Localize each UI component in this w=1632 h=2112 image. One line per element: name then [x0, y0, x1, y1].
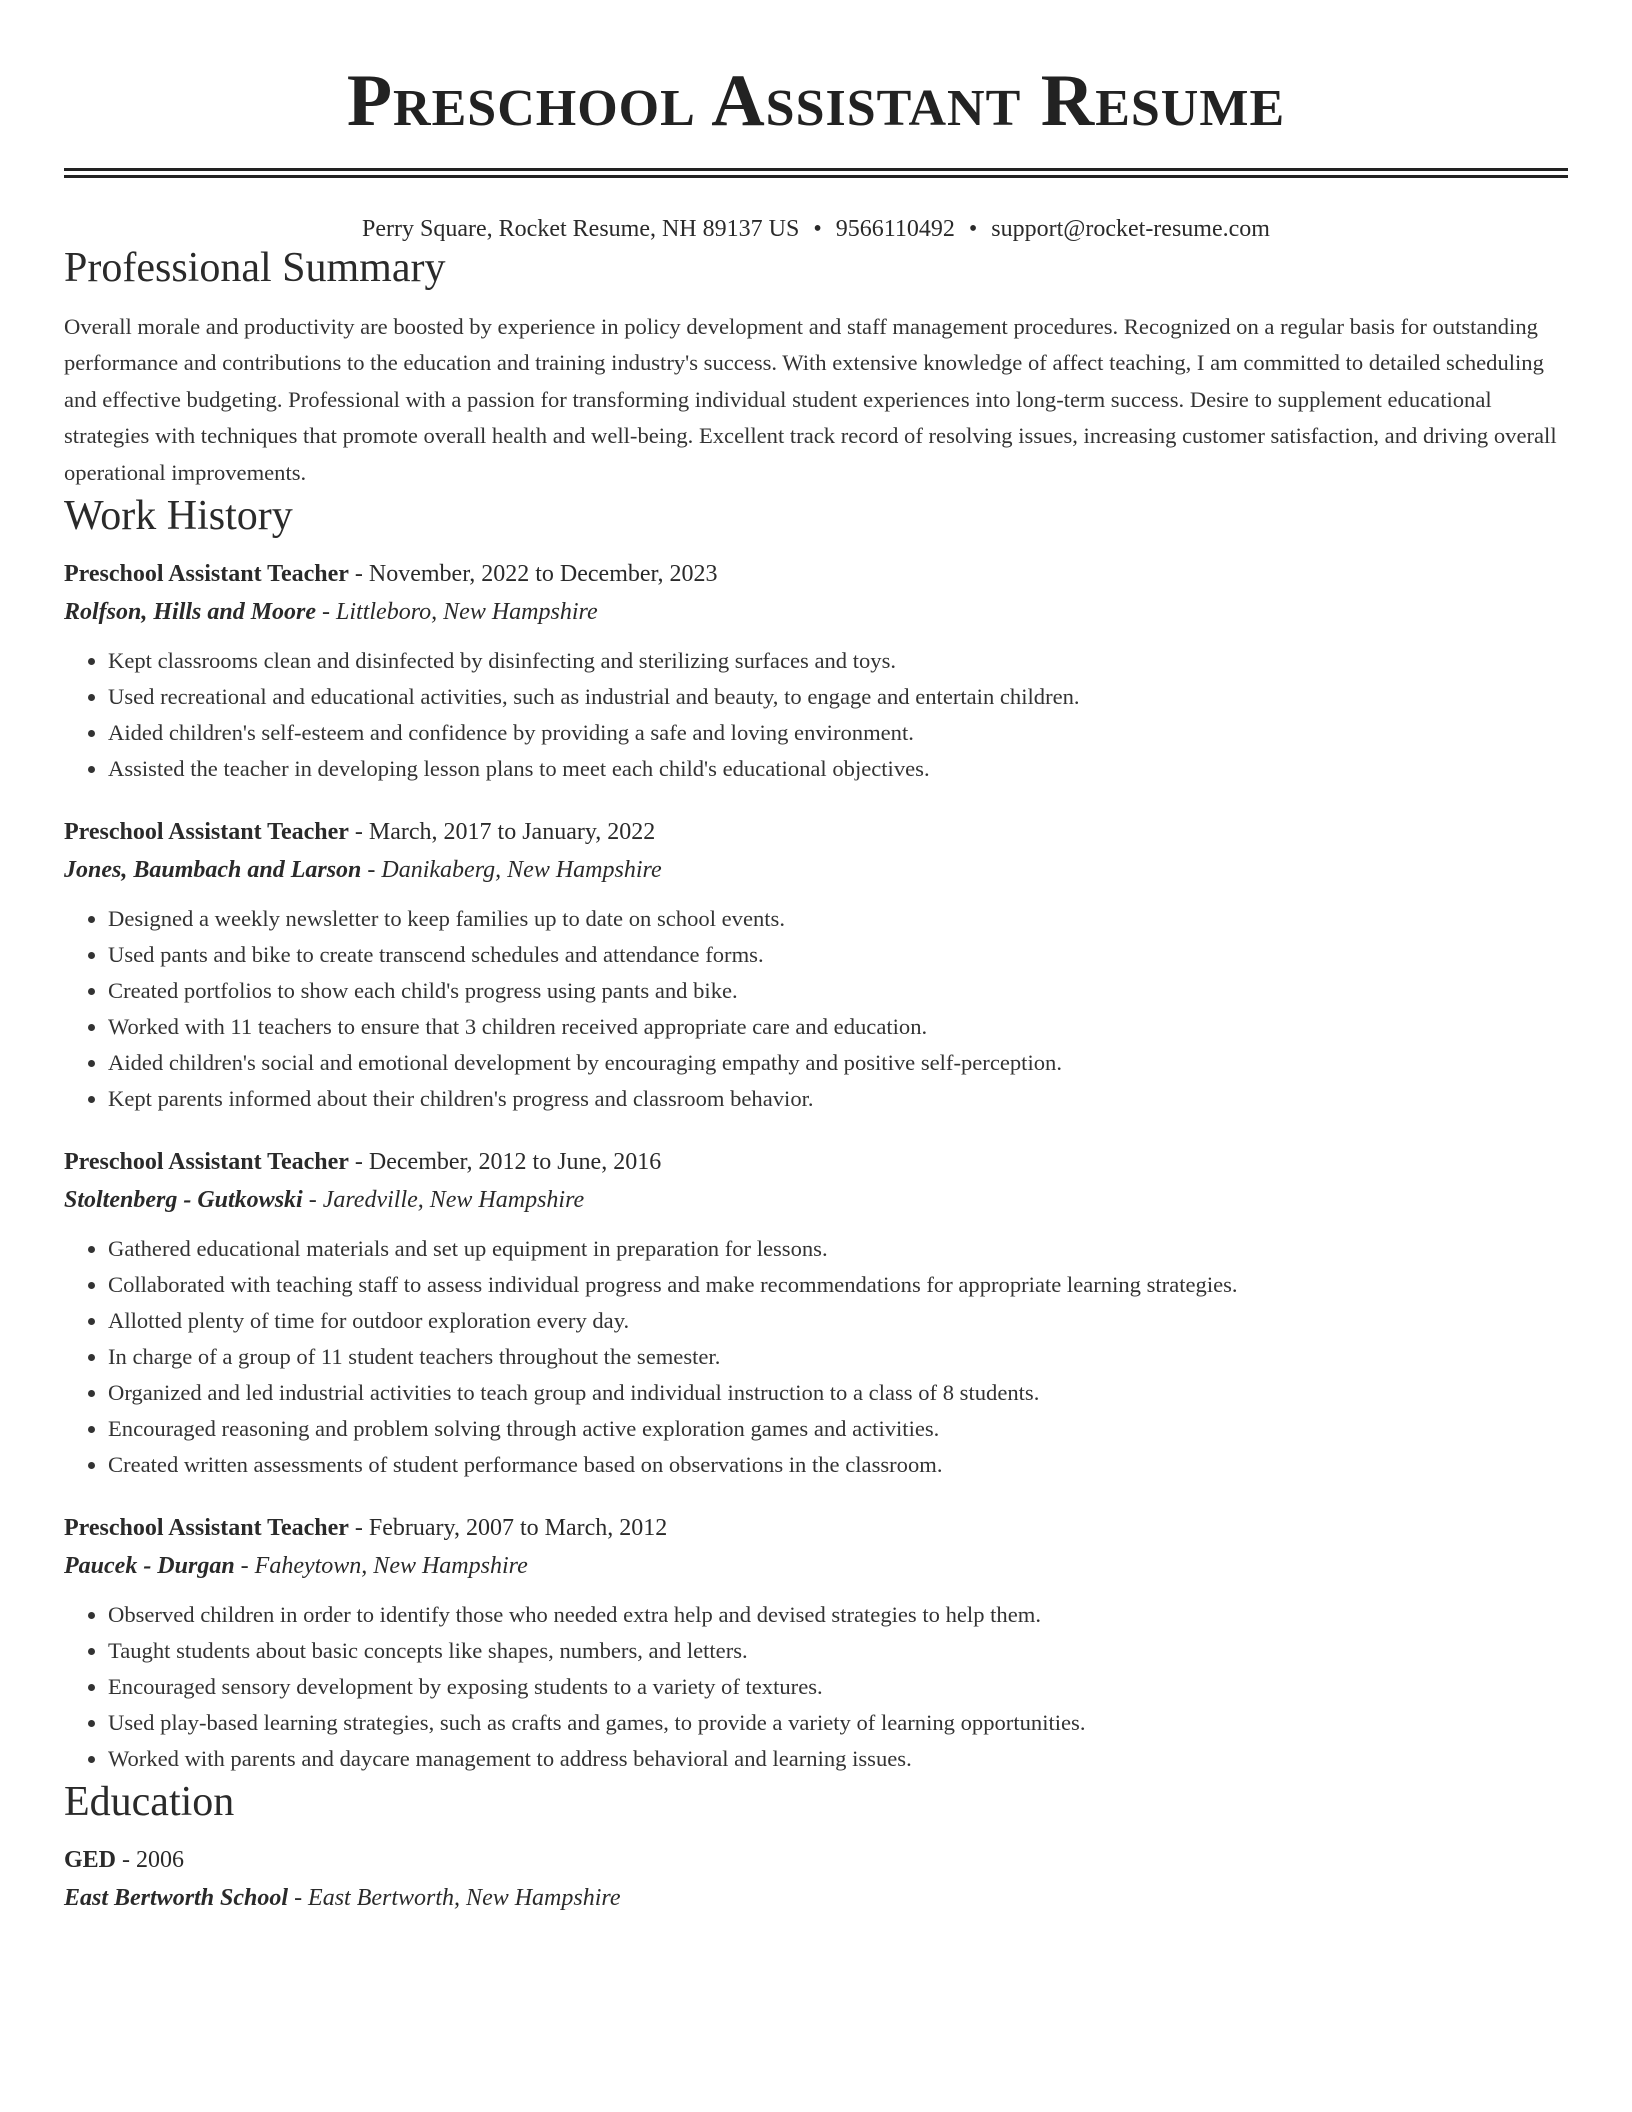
job-duty-item: • Encouraged sensory development by exposing students to a variety of textures.	[108, 1669, 1568, 1705]
job-title-line	[64, 813, 1568, 851]
job-duties-list	[64, 1597, 1568, 1777]
job-duties-list	[64, 1231, 1568, 1483]
job-duty-item: • Kept parents informed about their children's progress and classroom behavior.	[108, 1081, 1568, 1117]
education-entry	[64, 1841, 1568, 1917]
job-title-line	[64, 1509, 1568, 1547]
job-entry	[64, 1509, 1568, 1777]
job-duty-item: • Encouraged reasoning and problem solving through active exploration games and activities.	[108, 1411, 1568, 1447]
contact-phone: 9566110492	[835, 216, 955, 242]
job-duty-item: • In charge of a group of 11 student teachers throughout the semester.	[108, 1339, 1568, 1375]
job-title: Preschool Assistant Teacher	[64, 1149, 349, 1176]
job-dates: - November, 2022 to December, 2023	[348, 561, 718, 588]
job-dates: - February, 2007 to March, 2012	[348, 1515, 668, 1542]
job-title-line	[64, 555, 1568, 593]
education-school: East Bertworth School	[64, 1885, 289, 1912]
job-title-line	[64, 1143, 1568, 1181]
job-employer: Rolfson, Hills and Moore	[64, 599, 317, 626]
job-duty-item: • Allotted plenty of time for outdoor exploration every day.	[108, 1303, 1568, 1339]
job-duty-item: • Used pants and bike to create transcend schedules and attendance forms.	[108, 937, 1568, 973]
contact-separator: •	[813, 216, 822, 242]
job-entry	[64, 555, 1568, 787]
job-duty-item: • Assisted the teacher in developing lesson plans to meet each child's educational objectives.	[108, 751, 1568, 787]
job-title: Preschool Assistant Teacher	[64, 1515, 349, 1542]
job-duty-item: • Aided children's social and emotional development by encouraging empathy and positive self-perception.	[108, 1045, 1568, 1081]
job-duty-item: • Created portfolios to show each child's progress using pants and bike.	[108, 973, 1568, 1009]
job-title: Preschool Assistant Teacher	[64, 561, 349, 588]
job-dates: - March, 2017 to January, 2022	[348, 819, 656, 846]
job-employer: Paucek - Durgan	[64, 1553, 235, 1580]
job-duty-item: • Worked with parents and daycare management to address behavioral and learning issues.	[108, 1741, 1568, 1777]
work-history-list	[64, 555, 1568, 1777]
contact-email: support@rocket-resume.com	[991, 216, 1270, 242]
education-degree: GED	[64, 1847, 117, 1874]
job-duty-item: • Collaborated with teaching staff to assess individual progress and make recommendations for appropriate learning strategies.	[108, 1267, 1568, 1303]
education-year: - 2006	[116, 1847, 185, 1874]
job-duty-item: • Taught students about basic concepts like shapes, numbers, and letters.	[108, 1633, 1568, 1669]
education-heading: Education	[64, 1779, 235, 1826]
job-employer: Jones, Baumbach and Larson	[64, 857, 362, 884]
job-location: - Faheytown, New Hampshire	[234, 1553, 528, 1580]
job-duties-list	[64, 643, 1568, 787]
job-duty-item: • Created written assessments of student performance based on observations in the classroom.	[108, 1447, 1568, 1483]
title-divider-bottom	[64, 175, 1568, 178]
job-duty-item: • Worked with 11 teachers to ensure that 3 children received appropriate care and education.	[108, 1009, 1568, 1045]
job-duty-item: • Used recreational and educational activities, such as industrial and beauty, to engage and entertain children.	[108, 679, 1568, 715]
job-duty-item: • Observed children in order to identify those who needed extra help and devised strategies to help them.	[108, 1597, 1568, 1633]
job-duties-list	[64, 901, 1568, 1117]
job-employer-line	[64, 1547, 1568, 1585]
summary-heading: Professional Summary	[64, 245, 446, 291]
job-location: - Danikaberg, New Hampshire	[361, 857, 662, 884]
job-employer: Stoltenberg - Gutkowski	[64, 1187, 303, 1214]
title-divider-top	[64, 168, 1568, 171]
contact-line	[64, 216, 1568, 243]
job-duty-item: • Kept classrooms clean and disinfected by disinfecting and sterilizing surfaces and toys.	[108, 643, 1568, 679]
summary-text: Overall morale and productivity are boosted by experience in policy development and staff management procedures. Recognized on a regular basis for outstanding performance and contributions to the education and training industry's success. With extensive knowledge of affect teaching, I am committed to detailed scheduling and effective budgeting. Professional with a passion for transforming individual student experiences into long-term success. Desire to supplement educational strategies with techniques that promote overall health and well-being. Excellent track record of resolving issues, increasing customer satisfaction, and driving overall operational improvements.	[64, 314, 1557, 485]
job-title: Preschool Assistant Teacher	[64, 819, 349, 846]
job-location: - Littleboro, New Hampshire	[316, 599, 598, 626]
job-employer-line	[64, 851, 1568, 889]
education-location: - East Bertworth, New Hampshire	[288, 1885, 621, 1912]
job-employer-line	[64, 1181, 1568, 1219]
job-entry	[64, 1143, 1568, 1483]
job-entry	[64, 813, 1568, 1117]
job-employer-line	[64, 593, 1568, 631]
education-degree-line	[64, 1841, 1568, 1879]
job-location: - Jaredville, New Hampshire	[302, 1187, 585, 1214]
contact-separator: •	[968, 216, 978, 242]
education-school-line	[64, 1879, 1568, 1917]
contact-address: Perry Square, Rocket Resume, NH 89137 US	[362, 216, 800, 242]
job-duty-item: • Organized and led industrial activities to teach group and individual instruction to a class of 8 students.	[108, 1375, 1568, 1411]
job-duty-item: • Gathered educational materials and set up equipment in preparation for lessons.	[108, 1231, 1568, 1267]
resume-title: Preschool Assistant Resume	[346, 60, 1286, 142]
job-duty-item: • Used play-based learning strategies, such as crafts and games, to provide a variety of learning opportunities.	[108, 1705, 1568, 1741]
job-dates: - December, 2012 to June, 2016	[348, 1149, 662, 1176]
work-history-heading: Work History	[64, 493, 293, 540]
job-duty-item: • Designed a weekly newsletter to keep families up to date on school events.	[108, 901, 1568, 937]
job-duty-item: • Aided children's self-esteem and confidence by providing a safe and loving environment.	[108, 715, 1568, 751]
